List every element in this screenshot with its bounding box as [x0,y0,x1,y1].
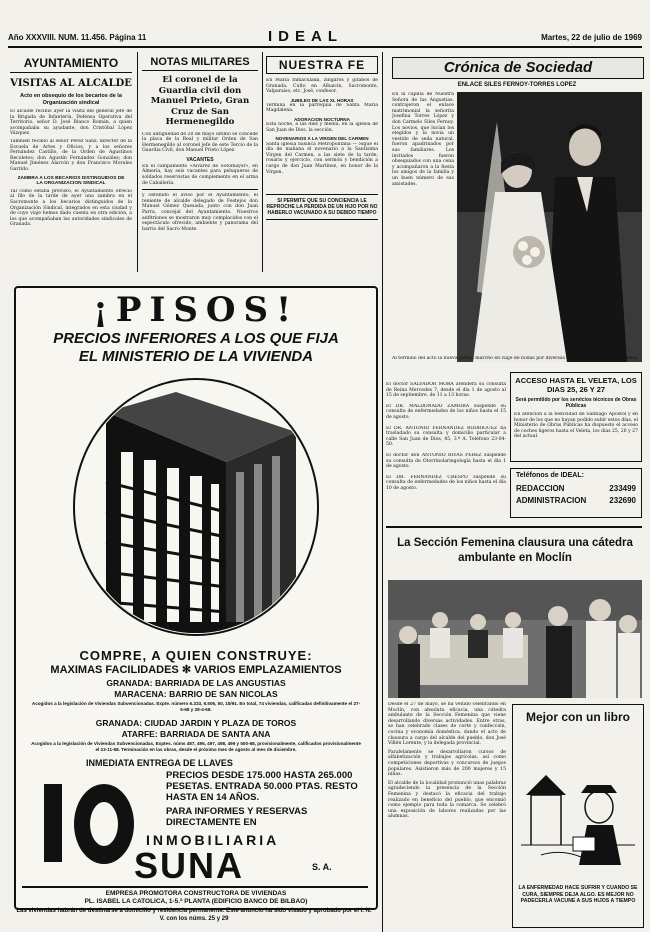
notas-headline: El coronel de la Guardia civil don Manuel Prieto, Gran Cruz de San Hermenegildo [150,75,250,127]
phone-label: REDACCION [516,484,565,493]
divider [22,886,368,888]
ayuntamiento-kicker: AYUNTAMIENTO [10,56,132,73]
pisos-informes: PARA INFORMES Y RESERVAS DIRECTAMENTE EN [166,806,308,828]
phone-label: ADMINISTRACION [516,496,587,505]
seccion-body [388,702,506,924]
pisos-empresa: EMPRESA PROMOTORA CONSTRUCTORA DE VIVIENDAS [105,890,287,897]
nuestra-fe-sub-3: NOVENARIOS A LA VIRGEN DEL CARMEN [275,136,369,142]
column-rule [262,52,263,272]
pisos-entrega: INMEDIATA ENTREGA DE LLAVES [86,758,233,768]
vaccination-notice: SI PERMITE QUE SU CONCIENCIA LE REPROCHE LA PERDIDA DE UN HIJO POR NO HABERLO VACUNADO A SU DEBIDO TIEMPO [266,194,378,220]
pisos-granada-1: GRANADA: BARRIADA DE LAS ANGUSTIAS [106,678,286,688]
notices-list [386,382,506,522]
ayuntamiento-body-2: También recibió al señor Pérez Sanz, director de la Escuela de Artes y Oficios, y a los señores Fernández Castillo, de la Orden de Agustinos Recoletos; don Agustín Fernández González; don Manuel Jiménez Alarcón y don Francisco Morales Garrido. [10,138,132,172]
veleta-body: En atención a la festividad de Santiago Apóstol y en honor de los que no hayan podido subir estos días, el Ministerio de Obras Públicas ha dispuesto el acceso de coches ligeros hasta el Veleta, los días 25, 26 y 27 del actual. [514,412,638,440]
cronica-title: Crónica de Sociedad [443,59,593,76]
divider [142,189,258,190]
pisos-inmobiliaria: INMOBILIARIA [146,832,280,848]
pisos-granada-2: GRANADA: CIUDAD JARDIN Y PLAZA DE TOROS [95,718,297,728]
cronica-subtitle: ENLACE SILES FERNOY-TORRES LOPEZ [457,82,577,88]
notas-body: Con antigüedad de 20 de mayo último se concede la placa de la Real y militar Orden de San Hermenegildo al coronel jefe de este Tercio de la Guardia Civil, don Manuel Prieto López. [142,131,258,154]
libro-caption: LA ENFERMEDAD HACE SUFRIR Y CUANDO SE CURA, SIEMPRE DEJA ALGO. ES MEJOR NO PADECERLA VACUNE A SUS HIJOS A TIEMPO [518,885,638,905]
ayuntamiento-article [10,56,132,271]
notice-item: El DR. MALDONADO ZAMORA suspende su consulta de enfermedades de los niños hasta el 15 de agosto. [386,403,506,420]
libro-ad [512,704,644,928]
notas-body-3: y obtenido el aviso por el Ayuntamiento, el teniente de alcalde delegado de Festejos don Manuel Gómez Quesada, junto con don Juan Parra, concejal del Ayuntamiento. Nuestros anfitriones se mostraron muy complacidos con el espectáculo ofrecido, ambiente y panorama del barrio del Sacro Monte. [142,193,258,232]
veleta-box [510,372,642,462]
ayuntamiento-body-3: Tal como estaba previsto, el Ayuntamiento ofreció al filo de la tarde de ayer una zambra en el Sacromonte a los becarios distinguidos de la Organización Sindical, integrados en esta ciudad y de cuyo viaje hemos dado cuenta en otra edición, a los que acompañaban las autoridades sindicales de Granada. [10,188,132,227]
phone-number: 233499 [609,484,636,493]
nuestra-fe-sub-2: ADORACION NOCTURNA [294,116,350,122]
libro-title: Mejor con un libro [526,710,630,724]
nuestra-fe-sub-1: JUBILEO DE LAS XL HORAS [290,97,354,103]
iosuna-logo [44,774,134,874]
cronica-body: En la capilla de Nuestra Señora de las Angustias, contrajeron el enlace matrimonial la señorita Josefina Torres López y don Carmelo Siles Fernoy. Los novios, que lucían los elegidos y la novia un vestido de seda natural, fueron apadrinados por sus familiares. Los invitados fueron obsequiados con una cena y acompañaron a la fiesta los amigos de la familia y un buen número de sus amistades. [392,92,454,187]
nuestra-fe-body: En María Inmaculada, zíngaros y gitanos de Granada. Culto en Albaicín, Sacromonte, Valparaíso, etc. José, confesor. [266,78,378,95]
veleta-sub: Será permitido por los servicios técnicos de Obras Públicas [515,397,637,409]
notas-kicker: NOTAS MILITARES [142,56,258,71]
issue-date: Martes, 22 de julio de 1969 [541,33,642,42]
nuestra-fe-article [266,56,378,271]
nuestra-fe-text-1: Termina en la parroquia de Santa María Magdalena. [266,102,378,114]
pisos-footer: Las viviendas habrán de destinarse a domicilio y residencia permanente. Este anuncio ha sido visado y aprobado por el I. N. V. con los núms. 25 y 29 [16,908,372,922]
pisos-fine-2: Acogidos a la legislación de Viviendas Subvencionadas, Exptes. núms 487, 495, 497, 498, 499 y 500-68, provisionalmente, calificados provisionalmente el 23-11-68. Terminación en las obras, desde el próximo mes de agosto al mes de diciembre. [31,741,361,752]
notice-item: El doctor don ANTONIO RIVAS PEREZ suspende su consulta de Otorrinolaringología hasta el día 1 de agosto. [386,452,506,470]
cronica-body-2: Al término del acto la nueva pareja marchó en viaje de bodas por diversas capitales española y Alemania. [392,356,639,361]
libro-illustration [521,745,635,875]
phone-number: 232690 [609,496,636,505]
ayuntamiento-subhead: ZAMBRA A LOS BECARIOS DISTINGUIDOS DE LA ORGANIZACION SINDICAL [17,175,125,187]
wedding-photo [457,92,642,362]
nuestra-fe-kicker: NUESTRA FE [266,56,378,74]
ayuntamiento-body-1: El alcalde recibió ayer la visita del general jefe de la Brigada de Infantería, Defensa Operativa del Territorio, señor D. José Blanco Román, a quien acompañaba su ayudante, don Cristóbal López Vázquez. [10,109,132,137]
seccion-body-1: Desde el 27 de mayo, se ha venido celebrando en Moclín, con absoluta eficacia, una cátedra ambulante de la Sección Femenina que viene desarrollando diversas actividades. Entre otras, se han celebrado clases de corte y confección, cocina y economía doméstica, dando el acto de clausura a cargo del alcalde del pueblo, don José Villén Lorente, y la delegada provincial. [388,702,506,747]
notice-item: El DR. FERNANDEZ CRESPO suspende su consulta de enfermedades de los niños hasta el día 10 de agosto. [386,474,506,491]
seccion-headline: La Sección Femenina clausura una cátedra ambulante en Moclín [397,537,633,564]
phone-row [516,496,636,505]
pisos-title: ¡PISOS! [92,290,300,330]
seccion-body-2: Paralelamente se desarrollaron cursos de alfabetización y trabajos agrícolas, así como competiciones deportivas y concursos de juegos populares. Asistieron más de 200 mujeres y 15 niñas. [388,749,506,778]
ayuntamiento-deck: Acto en obsequio de los becarios de la Organización sindical [20,93,122,106]
moclin-photo [388,580,642,698]
phone-row [516,484,636,493]
pisos-compre: COMPRE, A QUIEN CONSTRUYE: [79,648,313,663]
ayuntamiento-headline: VISITAS AL ALCALDE [10,78,132,89]
pisos-subtitle-1: PRECIOS INFERIORES A LOS QUE FIJA [53,330,339,347]
page-header [8,30,642,48]
seccion-body-3: El alcalde de la localidad pronunció unas palabras agradeciendo la presencia de la Sección Femenina y destacó la eficacia del trabajo realizado en beneficio del pueblo, que encomió como ejemplo para toda la comarca. Se celebró una exposición de labores realizadas por las alumnas. [388,780,506,820]
pisos-fine-1: Acogidos a la legislación de Viviendas Subvencionadas. Expte. número 6.333, 6.506, 50, 15/91. En total, 74 viviendas, calificadas definitivamente el 27-5-68 y 28-4-68. [31,701,361,712]
phones-box [510,468,642,518]
veleta-title: ACCESO HASTA EL VELETA, LOS DIAS 25, 26 Y 27 [515,376,637,394]
notice-item: El doctor SALVADOR MORA atenderá su consulta de Reina Mercedes 7, desde el día 1 de agosto al 15 de septiembre, de 11 a 13 horas. [386,382,506,399]
column-rule [382,52,383,932]
cronica-banner [392,57,644,79]
nuestra-fe-text-2: Esta noche, a las diez y media, en la iglesia de San Juan de Dios, la sección. [266,121,378,133]
pisos-precios: PRECIOS DESDE 175.000 HASTA 265.000 PESETAS. ENTRADA 50.000 PTAS. RESTO HASTA EN 14 AÑOS. [166,770,358,803]
divider [386,526,642,528]
notas-subhead: VACANTES [186,156,214,163]
pisos-atarfe: ATARFE: BARRIADA DE SANTA ANA [121,729,271,739]
pisos-maracena: MARACENA: BARRIO DE SAN NICOLAS [114,689,278,699]
notas-militares-article [142,56,258,271]
pisos-sa: S. A. [312,862,332,872]
issue-info: Año XXXVIII. NUM. 11.456. Página 11 [8,33,147,42]
pisos-maximas: MAXIMAS FACILIDADES ✻ VARIOS EMPLAZAMIENTOS [50,664,342,676]
phones-title: Teléfonos de IDEAL: [516,472,584,479]
pisos-address: PL. ISABEL LA CATOLICA, 1-5.ª PLANTA (EDIFICIO BANCO DE BILBAO) [84,898,308,905]
pisos-brand: SUNA [134,845,245,886]
pisos-ad [14,286,378,910]
building-illustration [66,372,326,642]
nuestra-fe-text-3: Santa iglesia basílica Metropolitana — Sigue el día de mañana el novenario a la Santísima Virgen del Carmen, a las siete de la tarde, rosario y ejercicio, con sermón y bendición a cargo de don Juan Martínez, en honor de la Virgen. [266,141,378,175]
column-rule [137,52,138,272]
masthead: IDEAL [268,28,343,45]
notice-item: El DR. ANTONIO FERNANDEZ RODRIGUEZ ha trasladado su consulta y domicilio particular a calle San Juan de Dios, 45, 3.º A. Teléfono 23-04-50. [386,425,506,448]
pisos-subtitle-2: EL MINISTERIO DE LA VIVIENDA [78,348,314,365]
notas-body-2: En el campamento «Álvarez de Sotomayor», en Almería, hay seis vacantes para peluqueros de soldados reservistas de complemento en el arma de Caballería. [142,163,258,186]
